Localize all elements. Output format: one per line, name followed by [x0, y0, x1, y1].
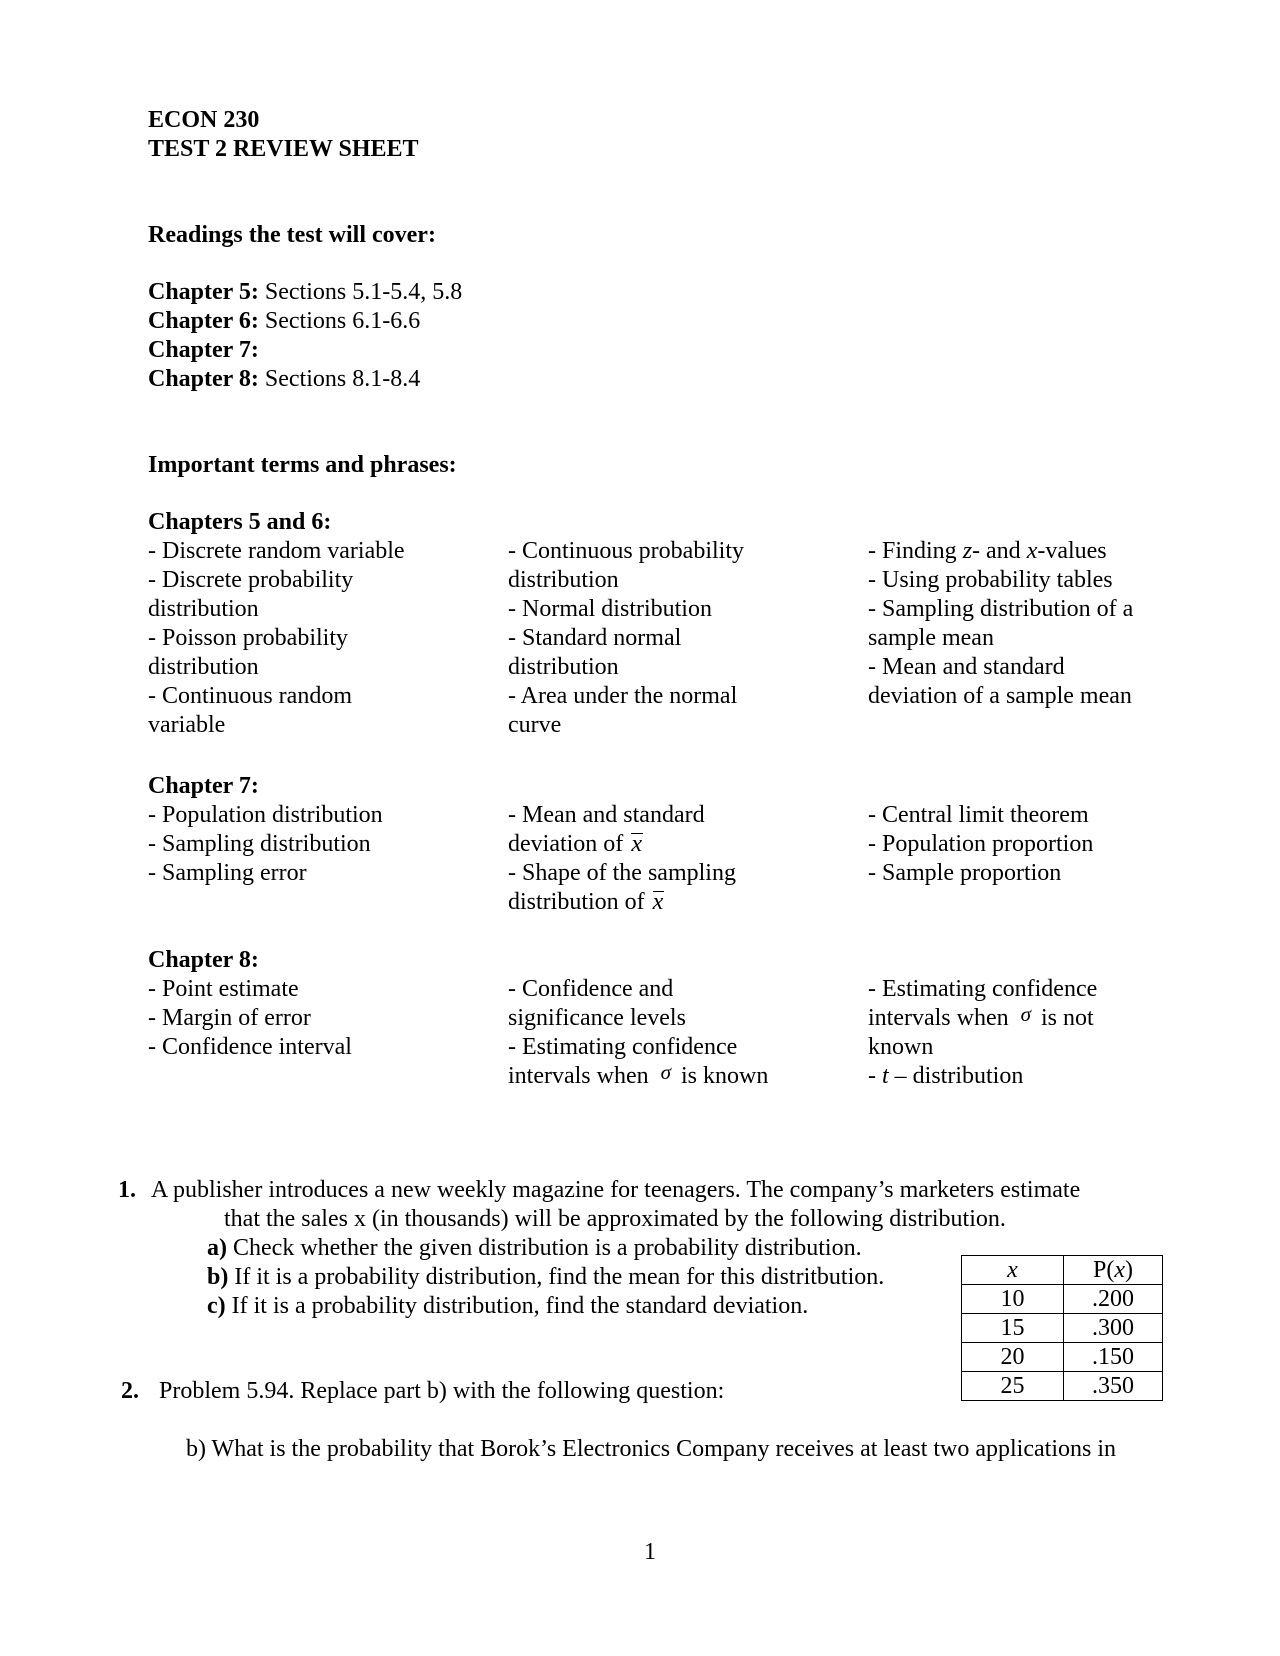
chapter-8-heading: Chapter 8: — [148, 947, 259, 973]
problem-1-line2: that the sales x (in thousands) will be approximated by the following distribution. — [224, 1206, 1006, 1232]
term: - Population proportion — [868, 831, 1094, 857]
term: - Mean and standard — [868, 654, 1065, 680]
reading-item: Chapter 8: Sections 8.1-8.4 — [148, 366, 421, 392]
term: distribution — [508, 654, 619, 680]
term: deviation of a sample mean — [868, 683, 1132, 709]
term: variable — [148, 712, 226, 738]
term: - Margin of error — [148, 1005, 311, 1031]
probability-distribution-table — [961, 1255, 1163, 1401]
problem-1-parts — [207, 1234, 884, 1321]
term: - Shape of the sampling — [508, 860, 736, 886]
term: significance levels — [508, 1005, 686, 1031]
table-row — [962, 1285, 1163, 1314]
table-header-x: x — [962, 1256, 1064, 1285]
page-number: 1 — [644, 1539, 656, 1565]
problem-part: b) If it is a probability distribution, find the mean for this distritbution. — [207, 1264, 885, 1290]
term: - Continuous probability — [508, 538, 744, 564]
page-title: TEST 2 REVIEW SHEET — [148, 136, 419, 162]
chapters-5-6-col3 — [868, 537, 1258, 711]
table-cell: 25 — [962, 1372, 1064, 1401]
term: - Normal distribution — [508, 596, 712, 622]
terms-heading: Important terms and phrases: — [148, 452, 457, 478]
term: intervals when σ is known — [508, 1060, 769, 1089]
chapter-7-col3 — [868, 801, 1208, 888]
problem-part: a) Check whether the given distribution is a probability distribution. — [207, 1235, 862, 1261]
chapters-5-6-col1 — [148, 537, 488, 740]
x-bar-symbol: x — [652, 889, 664, 915]
problem-2-line2: b) What is the probability that Borok’s Electronics Company receives at least two applications in — [186, 1436, 1116, 1462]
term: - Sampling distribution of a — [868, 596, 1134, 622]
chapter-8-col2 — [508, 975, 848, 1091]
term: - Area under the normal — [508, 683, 738, 709]
course-code: ECON 230 — [148, 107, 260, 133]
term: known — [868, 1034, 934, 1060]
term: - Using probability tables — [868, 567, 1113, 593]
problem-2-line1: Problem 5.94. Replace part b) with the following question: — [159, 1378, 725, 1404]
problem-1-number: 1. — [118, 1177, 136, 1203]
table-cell: .300 — [1064, 1314, 1163, 1343]
term: intervals when σ is not — [868, 1002, 1094, 1031]
problem-part: c) If it is a probability distribution, find the standard deviation. — [207, 1293, 809, 1319]
reading-item: Chapter 7: — [148, 337, 259, 363]
chapter-8-col3 — [868, 975, 1208, 1091]
table-cell: .150 — [1064, 1343, 1163, 1372]
term: distribution — [148, 596, 259, 622]
term: distribution of x — [508, 889, 664, 915]
readings-list — [148, 278, 462, 394]
term: - Estimating confidence — [508, 1034, 738, 1060]
chapter-7-heading: Chapter 7: — [148, 773, 259, 799]
reading-item: Chapter 5: Sections 5.1-5.4, 5.8 — [148, 279, 463, 305]
term: - Confidence and — [508, 976, 674, 1002]
term: - Discrete probability — [148, 567, 354, 593]
table-cell: 20 — [962, 1343, 1064, 1372]
sigma-symbol: σ — [660, 1060, 671, 1084]
chapters-5-6-heading: Chapters 5 and 6: — [148, 509, 332, 535]
term: - Finding z- and x-values — [868, 538, 1107, 564]
term: - Sampling distribution — [148, 831, 371, 857]
term: - Mean and standard — [508, 802, 705, 828]
term: curve — [508, 712, 562, 738]
term: - Sample proportion — [868, 860, 1062, 886]
term: - Discrete random variable — [148, 538, 405, 564]
table-header-px: P(x) — [1064, 1256, 1163, 1285]
table-cell: .200 — [1064, 1285, 1163, 1314]
term: - Point estimate — [148, 976, 299, 1002]
term: - Central limit theorem — [868, 802, 1089, 828]
term: - Population distribution — [148, 802, 383, 828]
term: - Poisson probability — [148, 625, 349, 651]
term: - Standard normal — [508, 625, 682, 651]
table-cell: 15 — [962, 1314, 1064, 1343]
chapters-5-6-col2 — [508, 537, 848, 740]
term: - Estimating confidence — [868, 976, 1098, 1002]
term: - t – distribution — [868, 1063, 1024, 1089]
chapter-7-col2 — [508, 801, 848, 917]
readings-heading: Readings the test will cover: — [148, 222, 436, 248]
reading-item: Chapter 6: Sections 6.1-6.6 — [148, 308, 421, 334]
table-cell: .350 — [1064, 1372, 1163, 1401]
table-row — [962, 1314, 1163, 1343]
table-cell: 10 — [962, 1285, 1064, 1314]
term: - Continuous random — [148, 683, 352, 709]
problem-1-line1: A publisher introduces a new weekly magazine for teenagers. The company’s marketers estimate — [151, 1177, 1081, 1203]
term: distribution — [508, 567, 619, 593]
table-header-row — [962, 1256, 1163, 1285]
table-row — [962, 1372, 1163, 1401]
table-row — [962, 1343, 1163, 1372]
chapter-8-col1 — [148, 975, 488, 1062]
term: - Sampling error — [148, 860, 307, 886]
term: distribution — [148, 654, 259, 680]
x-bar-symbol: x — [631, 831, 642, 857]
term: sample mean — [868, 625, 994, 651]
term: deviation of x — [508, 831, 642, 857]
term: - Confidence interval — [148, 1034, 352, 1060]
sigma-symbol: σ — [1020, 1002, 1031, 1026]
chapter-7-col1 — [148, 801, 488, 888]
problem-2-number: 2. — [121, 1378, 139, 1404]
